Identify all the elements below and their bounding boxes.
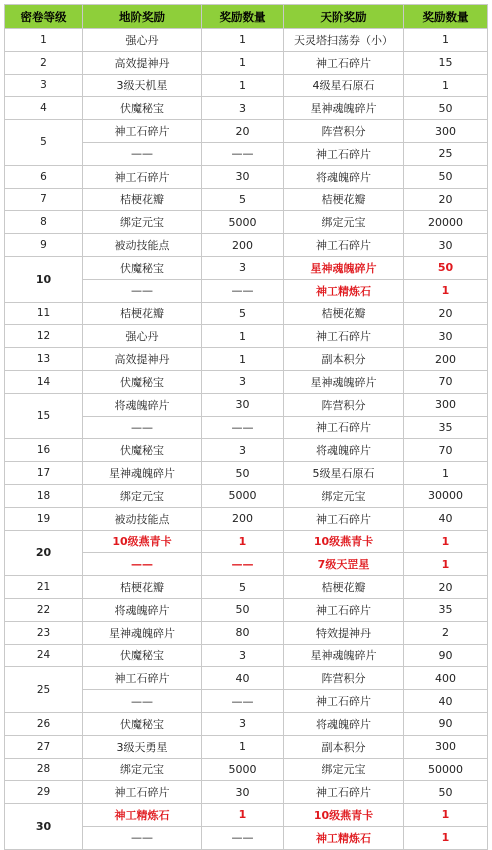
level-cell: 14 [5, 370, 83, 393]
earth-quantity-cell: 1 [202, 530, 284, 553]
earth-reward-cell: 桔梗花瓣 [83, 188, 202, 211]
level-cell: 1 [5, 29, 83, 52]
sky-quantity-cell: 300 [404, 735, 488, 758]
sky-reward-cell: 10级燕青卡 [284, 804, 404, 827]
sky-reward-cell: 绑定元宝 [284, 211, 404, 234]
table-row [5, 97, 488, 120]
header-earth-quantity: 奖励数量 [202, 5, 284, 29]
sky-reward-cell: 7级天罡星 [284, 553, 404, 576]
sky-reward-cell: 桔梗花瓣 [284, 302, 404, 325]
table-row [5, 712, 488, 735]
earth-quantity-cell: 30 [202, 165, 284, 188]
earth-quantity-cell: 200 [202, 507, 284, 530]
level-cell: 2 [5, 51, 83, 74]
level-cell: 15 [5, 393, 83, 439]
sky-quantity-cell: 70 [404, 439, 488, 462]
sky-quantity-cell: 40 [404, 507, 488, 530]
earth-quantity-cell: 200 [202, 234, 284, 257]
earth-reward-cell: 绑定元宝 [83, 211, 202, 234]
earth-quantity-cell: —— [202, 142, 284, 165]
sky-quantity-cell: 50 [404, 781, 488, 804]
reward-table-body [5, 29, 488, 850]
earth-reward-cell: 高效提神丹 [83, 51, 202, 74]
level-cell: 4 [5, 97, 83, 120]
sky-reward-cell: 绑定元宝 [284, 758, 404, 781]
table-row [5, 256, 488, 279]
sky-quantity-cell: 1 [404, 826, 488, 849]
sky-quantity-cell: 50 [404, 97, 488, 120]
level-cell: 12 [5, 325, 83, 348]
sky-reward-cell: 阵营积分 [284, 120, 404, 143]
sky-quantity-cell: 30 [404, 234, 488, 257]
table-row [5, 644, 488, 667]
table-row [5, 758, 488, 781]
table-row [5, 51, 488, 74]
sky-reward-cell: 副本积分 [284, 735, 404, 758]
earth-quantity-cell: 40 [202, 667, 284, 690]
earth-quantity-cell: 5000 [202, 211, 284, 234]
earth-reward-cell: 3级天机星 [83, 74, 202, 97]
sky-reward-cell: 神工石碎片 [284, 507, 404, 530]
level-cell: 24 [5, 644, 83, 667]
earth-reward-cell: 3级天勇星 [83, 735, 202, 758]
sky-reward-cell: 将魂魄碎片 [284, 439, 404, 462]
earth-reward-cell: 伏魔秘宝 [83, 97, 202, 120]
earth-quantity-cell: 1 [202, 29, 284, 52]
table-row [5, 576, 488, 599]
earth-quantity-cell: 3 [202, 644, 284, 667]
sky-quantity-cell: 1 [404, 530, 488, 553]
sky-reward-cell: 绑定元宝 [284, 484, 404, 507]
table-row [5, 348, 488, 371]
earth-reward-cell: 星神魂魄碎片 [83, 621, 202, 644]
table-row [5, 74, 488, 97]
sky-reward-cell: 副本积分 [284, 348, 404, 371]
sky-quantity-cell: 50000 [404, 758, 488, 781]
level-cell: 20 [5, 530, 83, 576]
earth-quantity-cell: 5 [202, 188, 284, 211]
sky-reward-cell: 神工石碎片 [284, 51, 404, 74]
level-cell: 30 [5, 804, 83, 850]
level-cell: 11 [5, 302, 83, 325]
sky-reward-cell: 神工石碎片 [284, 234, 404, 257]
header-earth-reward: 地阶奖励 [83, 5, 202, 29]
earth-quantity-cell: 20 [202, 120, 284, 143]
earth-reward-cell: 神工石碎片 [83, 165, 202, 188]
sky-quantity-cell: 400 [404, 667, 488, 690]
table-row [5, 393, 488, 416]
earth-quantity-cell: —— [202, 553, 284, 576]
table-row [5, 667, 488, 690]
sky-reward-cell: 星神魂魄碎片 [284, 97, 404, 120]
earth-reward-cell: 被动技能点 [83, 234, 202, 257]
level-cell: 9 [5, 234, 83, 257]
sky-reward-cell: 将魂魄碎片 [284, 712, 404, 735]
header-row [5, 5, 488, 29]
sky-reward-cell: 神工石碎片 [284, 325, 404, 348]
earth-reward-cell: 高效提神丹 [83, 348, 202, 371]
sky-quantity-cell: 20000 [404, 211, 488, 234]
level-cell: 29 [5, 781, 83, 804]
earth-reward-cell: 伏魔秘宝 [83, 644, 202, 667]
earth-quantity-cell: 5 [202, 302, 284, 325]
sky-reward-cell: 神工精炼石 [284, 279, 404, 302]
earth-reward-cell: 伏魔秘宝 [83, 256, 202, 279]
table-row [5, 507, 488, 530]
sky-reward-cell: 星神魂魄碎片 [284, 370, 404, 393]
earth-quantity-cell: 30 [202, 781, 284, 804]
header-sky-reward: 天阶奖励 [284, 5, 404, 29]
earth-reward-cell: 神工精炼石 [83, 804, 202, 827]
earth-reward-cell: 绑定元宝 [83, 484, 202, 507]
sky-quantity-cell: 25 [404, 142, 488, 165]
level-cell: 17 [5, 462, 83, 485]
table-row [5, 165, 488, 188]
level-cell: 25 [5, 667, 83, 713]
sky-reward-cell: 将魂魄碎片 [284, 165, 404, 188]
earth-quantity-cell: —— [202, 826, 284, 849]
sky-reward-cell: 星神魂魄碎片 [284, 644, 404, 667]
sky-reward-cell: 神工石碎片 [284, 416, 404, 439]
earth-reward-cell: 强心丹 [83, 325, 202, 348]
earth-reward-cell: 将魂魄碎片 [83, 598, 202, 621]
table-row [5, 302, 488, 325]
earth-reward-cell: 桔梗花瓣 [83, 576, 202, 599]
earth-reward-cell: —— [83, 279, 202, 302]
level-cell: 6 [5, 165, 83, 188]
table-row [5, 439, 488, 462]
earth-quantity-cell: —— [202, 416, 284, 439]
table-row [5, 462, 488, 485]
sky-quantity-cell: 2 [404, 621, 488, 644]
table-row [5, 211, 488, 234]
reward-table [4, 4, 488, 850]
earth-reward-cell: 强心丹 [83, 29, 202, 52]
sky-reward-cell: 阵营积分 [284, 667, 404, 690]
table-row [5, 120, 488, 143]
level-cell: 26 [5, 712, 83, 735]
earth-quantity-cell: 1 [202, 74, 284, 97]
earth-reward-cell: 神工石碎片 [83, 120, 202, 143]
earth-reward-cell: —— [83, 553, 202, 576]
header-sky-quantity: 奖励数量 [404, 5, 488, 29]
sky-quantity-cell: 20 [404, 576, 488, 599]
table-row [5, 621, 488, 644]
table-row [5, 234, 488, 257]
earth-quantity-cell: 3 [202, 439, 284, 462]
sky-quantity-cell: 1 [404, 29, 488, 52]
level-cell: 5 [5, 120, 83, 166]
earth-reward-cell: —— [83, 142, 202, 165]
earth-quantity-cell: 1 [202, 51, 284, 74]
earth-quantity-cell: 30 [202, 393, 284, 416]
sky-quantity-cell: 30000 [404, 484, 488, 507]
earth-reward-cell: —— [83, 416, 202, 439]
sky-quantity-cell: 90 [404, 712, 488, 735]
earth-quantity-cell: 50 [202, 598, 284, 621]
level-cell: 8 [5, 211, 83, 234]
level-cell: 19 [5, 507, 83, 530]
earth-quantity-cell: 1 [202, 348, 284, 371]
earth-reward-cell: 伏魔秘宝 [83, 439, 202, 462]
level-cell: 10 [5, 256, 83, 302]
table-row [5, 735, 488, 758]
earth-quantity-cell: —— [202, 690, 284, 713]
sky-reward-cell: 阵营积分 [284, 393, 404, 416]
sky-quantity-cell: 20 [404, 302, 488, 325]
sky-quantity-cell: 50 [404, 256, 488, 279]
sky-reward-cell: 10级燕青卡 [284, 530, 404, 553]
sky-reward-cell: 星神魂魄碎片 [284, 256, 404, 279]
sky-reward-cell: 神工石碎片 [284, 598, 404, 621]
sky-quantity-cell: 1 [404, 804, 488, 827]
sky-quantity-cell: 300 [404, 120, 488, 143]
earth-quantity-cell: 1 [202, 735, 284, 758]
earth-quantity-cell: 80 [202, 621, 284, 644]
level-cell: 23 [5, 621, 83, 644]
earth-quantity-cell: 5000 [202, 758, 284, 781]
earth-reward-cell: 神工石碎片 [83, 781, 202, 804]
header-level: 密卷等级 [5, 5, 83, 29]
earth-reward-cell: 伏魔秘宝 [83, 712, 202, 735]
earth-quantity-cell: 5 [202, 576, 284, 599]
sky-quantity-cell: 300 [404, 393, 488, 416]
table-row [5, 484, 488, 507]
sky-quantity-cell: 1 [404, 279, 488, 302]
table-row [5, 325, 488, 348]
sky-quantity-cell: 1 [404, 74, 488, 97]
earth-reward-cell: 将魂魄碎片 [83, 393, 202, 416]
sky-quantity-cell: 15 [404, 51, 488, 74]
level-cell: 16 [5, 439, 83, 462]
sky-quantity-cell: 1 [404, 462, 488, 485]
earth-quantity-cell: 3 [202, 712, 284, 735]
sky-reward-cell: 桔梗花瓣 [284, 576, 404, 599]
earth-reward-cell: 桔梗花瓣 [83, 302, 202, 325]
sky-quantity-cell: 50 [404, 165, 488, 188]
sky-quantity-cell: 35 [404, 416, 488, 439]
sky-reward-cell: 特效提神丹 [284, 621, 404, 644]
earth-quantity-cell: 3 [202, 256, 284, 279]
sky-reward-cell: 5级星石原石 [284, 462, 404, 485]
earth-quantity-cell: 3 [202, 370, 284, 393]
sky-quantity-cell: 35 [404, 598, 488, 621]
level-cell: 7 [5, 188, 83, 211]
sky-quantity-cell: 20 [404, 188, 488, 211]
sky-quantity-cell: 90 [404, 644, 488, 667]
table-row [5, 188, 488, 211]
sky-quantity-cell: 1 [404, 553, 488, 576]
earth-reward-cell: 神工石碎片 [83, 667, 202, 690]
table-row [5, 598, 488, 621]
level-cell: 28 [5, 758, 83, 781]
level-cell: 13 [5, 348, 83, 371]
earth-reward-cell: —— [83, 826, 202, 849]
earth-reward-cell: 星神魂魄碎片 [83, 462, 202, 485]
table-row [5, 370, 488, 393]
sky-reward-cell: 神工石碎片 [284, 690, 404, 713]
sky-reward-cell: 神工精炼石 [284, 826, 404, 849]
earth-reward-cell: —— [83, 690, 202, 713]
level-cell: 21 [5, 576, 83, 599]
table-row [5, 530, 488, 553]
sky-reward-cell: 神工石碎片 [284, 781, 404, 804]
sky-reward-cell: 4级星石原石 [284, 74, 404, 97]
earth-reward-cell: 绑定元宝 [83, 758, 202, 781]
earth-quantity-cell: 3 [202, 97, 284, 120]
sky-quantity-cell: 40 [404, 690, 488, 713]
level-cell: 27 [5, 735, 83, 758]
sky-quantity-cell: 200 [404, 348, 488, 371]
earth-reward-cell: 10级燕青卡 [83, 530, 202, 553]
sky-quantity-cell: 30 [404, 325, 488, 348]
earth-quantity-cell: 1 [202, 804, 284, 827]
sky-reward-cell: 桔梗花瓣 [284, 188, 404, 211]
level-cell: 18 [5, 484, 83, 507]
earth-quantity-cell: 1 [202, 325, 284, 348]
earth-reward-cell: 伏魔秘宝 [83, 370, 202, 393]
table-row [5, 781, 488, 804]
sky-reward-cell: 天灵塔扫荡券（小） [284, 29, 404, 52]
earth-quantity-cell: 50 [202, 462, 284, 485]
sky-reward-cell: 神工石碎片 [284, 142, 404, 165]
level-cell: 3 [5, 74, 83, 97]
sky-quantity-cell: 70 [404, 370, 488, 393]
level-cell: 22 [5, 598, 83, 621]
earth-quantity-cell: —— [202, 279, 284, 302]
earth-reward-cell: 被动技能点 [83, 507, 202, 530]
table-row [5, 29, 488, 52]
table-row [5, 804, 488, 827]
earth-quantity-cell: 5000 [202, 484, 284, 507]
